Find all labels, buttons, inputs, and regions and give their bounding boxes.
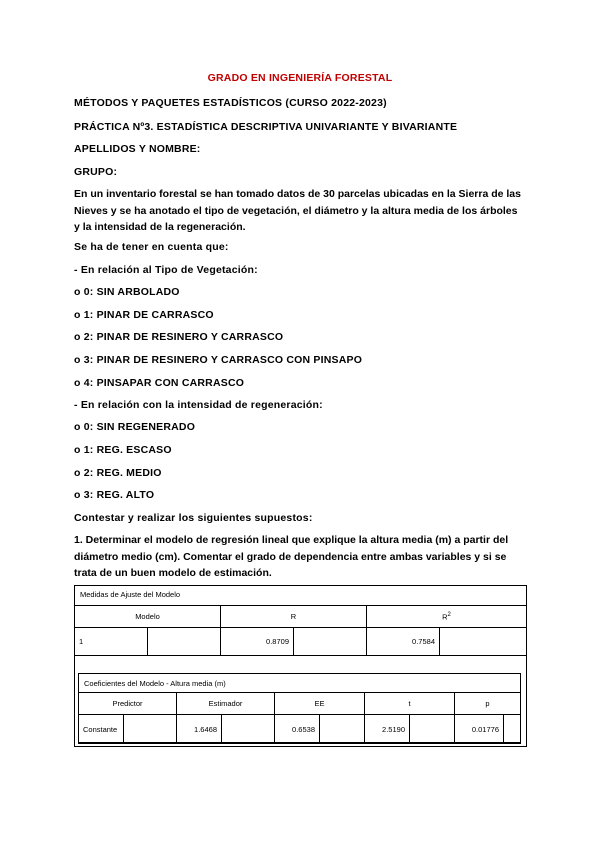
degree-title: GRADO EN INGENIERÍA FORESTAL [207, 72, 393, 84]
header-predictor: Predictor [79, 693, 177, 715]
group-label: GRUPO: [74, 166, 118, 178]
header-ee: EE [275, 693, 365, 715]
name-label: APELLIDOS Y NOMBRE: [74, 143, 201, 155]
header-estimador: Estimador [177, 693, 275, 715]
header-p: p [455, 693, 521, 715]
regeneration-heading: - En relación con la intensidad de regeneración: [74, 399, 323, 411]
cell-r: 0.8709 [221, 628, 294, 656]
note-text: Se ha de tener en cuenta que: [74, 241, 229, 253]
cell-empty [222, 715, 275, 744]
cell-t: 2.5190 [365, 715, 410, 744]
header-r2: $R^2$ [367, 606, 527, 628]
cell-estimador: 1.6468 [177, 715, 222, 744]
cell-r2: 0.7584 [367, 628, 440, 656]
course-title: MÉTODOS Y PAQUETES ESTADÍSTICOS (CURSO 2022-2023) [74, 97, 387, 109]
cell-ee: 0.6538 [275, 715, 320, 744]
intro-paragraph: En un inventario forestal se han tomado datos de 30 parcelas ubicadas en la Sierra de las Nieves y se ha anotado el tipo de vegetación, el diámetro y la altura media de los árboles y la intensidad de la regeneración. [74, 188, 521, 233]
cell-empty [294, 628, 367, 656]
coef-table [78, 692, 521, 744]
list-item: o 3: REG. ALTO [74, 489, 155, 501]
practice-title: PRÁCTICA Nº3. ESTADÍSTICA DESCRIPTIVA UNIVARIANTE Y BIVARIANTE [74, 121, 458, 133]
table-row [79, 715, 521, 744]
question-1: 1. Determinar el modelo de regresión lineal que explique la altura media (m) a partir del diámetro medio (cm). Comentar el grado de dependencia entre ambas variables y si se trata de un buen modelo de estimación. [74, 534, 509, 579]
list-item: o 3: PINAR DE RESINERO Y CARRASCO CON PINSAPO [74, 354, 363, 366]
list-item: o 2: PINAR DE RESINERO Y CARRASCO [74, 331, 284, 343]
vegetation-heading: - En relación al Tipo de Vegetación: [74, 264, 258, 276]
cell-empty [504, 715, 521, 744]
list-item: o 1: PINAR DE CARRASCO [74, 309, 214, 321]
header-r: R [221, 606, 367, 628]
list-item: o 1: REG. ESCASO [74, 444, 172, 456]
header-t: t [365, 693, 455, 715]
list-item: o 4: PINSAPAR CON CARRASCO [74, 377, 245, 389]
cell-modelo: 1 [75, 628, 148, 656]
cell-empty [410, 715, 455, 744]
cell-empty [124, 715, 177, 744]
cell-empty [320, 715, 365, 744]
header-modelo: Modelo [75, 606, 221, 628]
fit-table [74, 605, 527, 656]
coef-table-caption: Coeficientes del Modelo - Altura media (m) [84, 679, 226, 688]
instructions-text: Contestar y realizar los siguientes supuestos: [74, 512, 313, 524]
list-item: o 0: SIN REGENERADO [74, 421, 196, 433]
cell-p: 0.01776 [455, 715, 504, 744]
list-item: o 0: SIN ARBOLADO [74, 286, 180, 298]
fit-table-caption: Medidas de Ajuste del Modelo [80, 590, 181, 599]
cell-predictor: Constante [79, 715, 124, 744]
list-item: o 2: REG. MEDIO [74, 467, 162, 479]
table-row [75, 628, 527, 656]
cell-empty [440, 628, 527, 656]
cell-empty [148, 628, 221, 656]
